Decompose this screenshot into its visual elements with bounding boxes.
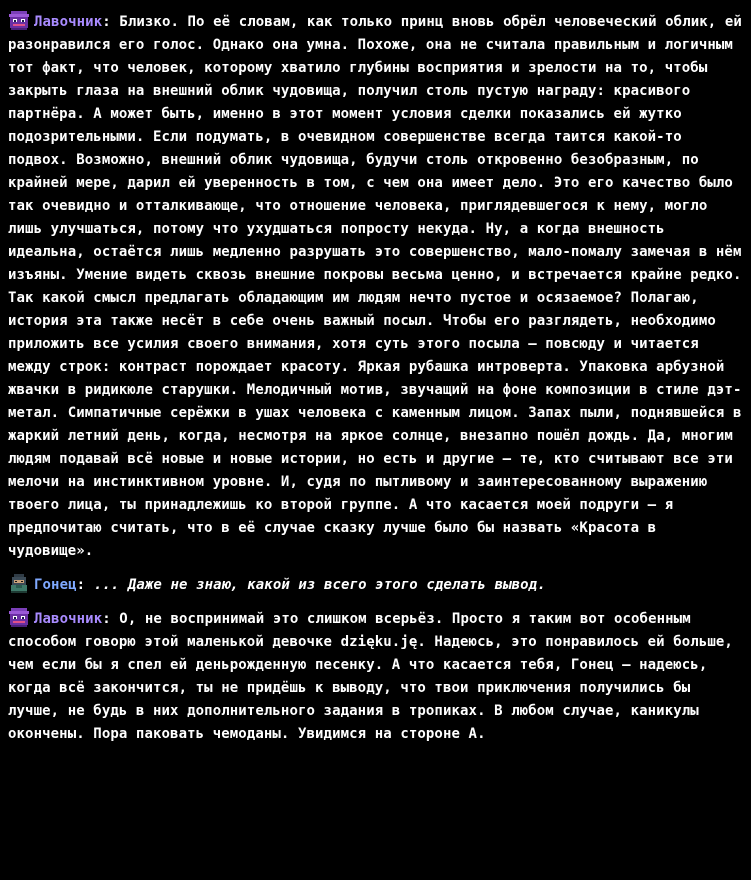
- dialogue-entry: Гонец: ... Даже не знаю, какой из всего этого сделать вывод.: [8, 573, 743, 597]
- shopkeeper-avatar-icon: [8, 10, 30, 30]
- courier-avatar-icon: [8, 573, 30, 593]
- speaker-name: Гонец: [34, 577, 77, 593]
- dialogue-text: Близко. По её словам, как только принц вновь обрёл человеческий облик, ей разонравился его голос. Однако она умна. Похоже, она не считала правильным и логичным тот факт, что человек, которому хватило глубины восприятия и зрелости на то, чтобы закрыть глаза на внешний облик чудовища, получил столь пустую награду: красивого партнёра. А может быть, именно в этот момент условия сделки показались ей жутко подозрительными. Если подумать, в очевидном совершенстве всегда таится какой-то подвох. Возможно, внешний облик чудовища, будучи столь откровенно безобразным, по крайней мере, дарил ей уверенность в том, с чем она имеет дело. Это его качество было так очевидно и отталкивающе, что отношение человека, приглядевшегося к нему, могло лишь улучшаться, потому что ухудшаться попросту некуда. Ну, а когда внешность идеальна, остаётся лишь медленно разрушать это совершенство, мало-помалу замечая в нём изъяны. Умение видеть сквозь внешние покровы весьма ценно, и встречается крайне редко. Так какой смысл предлагать обладающим им людям нечто пустое и осязаемое? Полагаю, история эта также несёт в себе очень важный посыл. Чтобы его разглядеть, необходимо приложить все усилия своего внимания, хотя суть этого посыла — повсюду и читается между строк: контраст порождает красоту. Яркая рубашка интроверта. Упаковка арбузной жвачки в ридикюле старушки. Мелодичный мотив, звучащий на фоне композиции в стиле дэт-метал. Симпатичные серёжки в ушах человека с каменным лицом. Запах пыли, поднявшейся в жаркий летний день, когда, несмотря на яркое солнце, внезапно пошёл дождь. Да, многим людям подавай всё новые и новые истории, но есть и другие — те, кто считывают все эти мелочи на инстинктивном уровне. И, судя по пытливому и заинтересованному выражению твоего лица, ты принадлежишь ко второй группе. А что касается моей подруги — я предпочитаю считать, что в её случае сказку лучше было бы назвать «Красота в чудовище».: [8, 14, 742, 559]
- dialogue-text: ... Даже не знаю, какой из всего этого сделать вывод.: [93, 577, 546, 593]
- speaker-name: Лавочник: [34, 14, 103, 30]
- shopkeeper-avatar-icon: [8, 607, 30, 627]
- dialogue-entry: Лавочник: Близко. По её словам, как только принц вновь обрёл человеческий облик, ей разонравился его голос. Однако она умна. Похоже, она не считала правильным и логичным тот факт, что человек, которому хватило глубины восприятия и зрелости на то, чтобы закрыть глаза на внешний облик чудовища, получил столь пустую награду: красивого партнёра. А может быть, именно в этот момент условия сделки показались ей жутко подозрительными. Если подумать, в очевидном совершенстве всегда таится какой-то подвох. Возможно, внешний облик чудовища, будучи столь откровенно безобразным, по крайней мере, дарил ей уверенность в том, с чем она имеет дело. Это его качество было так очевидно и отталкивающе, что отношение человека, приглядевшегося к нему, могло лишь улучшаться, потому что ухудшаться попросту некуда. Ну, а когда внешность идеальна, остаётся лишь медленно разрушать это совершенство, мало-помалу замечая в нём изъяны. Умение видеть сквозь внешние покровы весьма ценно, и встречается крайне редко. Так какой смысл предлагать обладающим им людям нечто пустое и осязаемое? Полагаю, история эта также несёт в себе очень важный посыл. Чтобы его разглядеть, необходимо приложить все усилия своего внимания, хотя суть этого посыла — повсюду и читается между строк: контраст порождает красоту. Яркая рубашка интроверта. Упаковка арбузной жвачки в ридикюле старушки. Мелодичный мотив, звучащий на фоне композиции в стиле дэт-метал. Симпатичные серёжки в ушах человека с каменным лицом. Запах пыли, поднявшейся в жаркий летний день, когда, несмотря на яркое солнце, внезапно пошёл дождь. Да, многим людям подавай всё новые и новые истории, но есть и другие — те, кто считывают все эти мелочи на инстинктивном уровне. И, судя по пытливому и заинтересованному выражению твоего лица, ты принадлежишь ко второй группе. А что касается моей подруги — я предпочитаю считать, что в её случае сказку лучше было бы назвать «Красота в чудовище».: [8, 10, 743, 563]
- speaker-name: Лавочник: [34, 611, 103, 627]
- dialogue-entry: Лавочник: О, не воспринимай это слишком всерьёз. Просто я таким вот особенным способом говорю этой маленькой девочке dzięku.ję. Надеюсь, это понравилось ей больше, чем если бы я спел ей деньрожденную песенку. А что касается тебя, Гонец — надеюсь, когда всё закончится, ты не придёшь к выводу, что твои приключения получились бы лучше, не будь в них дополнительного задания в тропиках. В любом случае, каникулы окончены. Пора паковать чемоданы. Увидимся на стороне А.: [8, 607, 743, 746]
- dialogue-text: О, не воспринимай это слишком всерьёз. Просто я таким вот особенным способом говорю этой маленькой девочке dzięku.ję. Надеюсь, это понравилось ей больше, чем если бы я спел ей деньрожденную песенку. А что касается тебя, Гонец — надеюсь, когда всё закончится, ты не придёшь к выводу, что твои приключения получились бы лучше, не будь в них дополнительного задания в тропиках. В любом случае, каникулы окончены. Пора паковать чемоданы. Увидимся на стороне А.: [8, 611, 733, 742]
